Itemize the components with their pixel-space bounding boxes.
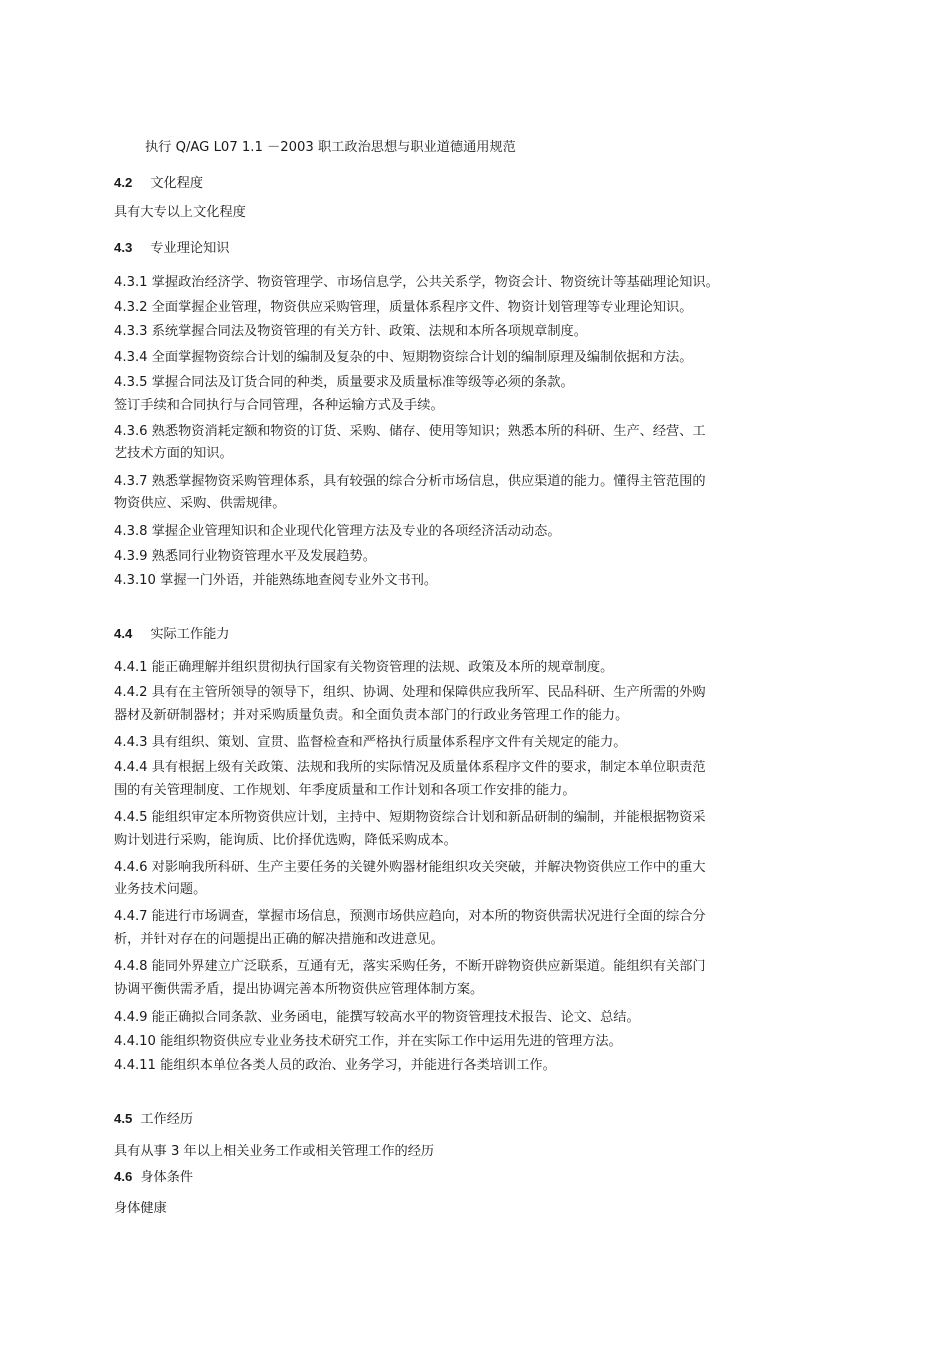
paragraph-line: 艺技术方面的知识。 (114, 446, 233, 461)
paragraph-line: 4.4.7 能进行市场调查，掌握市场信息，预测市场供应趋向，对本所的物资供需状况进行全面的综合分 (114, 909, 706, 924)
section-title: 身体条件 (140, 1170, 194, 1185)
section-title: 文化程度 (150, 176, 204, 191)
paragraph-line: 4.4.1 能正确理解并组织贯彻执行国家有关物资管理的法规、政策及本所的规章制度。 (114, 660, 614, 675)
paragraph-line: 4.4.10 能组织物资供应专业业务技术研究工作，并在实际工作中运用先进的管理方法。 (114, 1034, 622, 1049)
paragraph-line: 4.4.6 对影响我所科研、生产主要任务的关键外购器材能组织攻关突破，并解决物资供应工作中的重大 (114, 860, 706, 875)
section-4-6-heading (114, 1169, 834, 1186)
paragraph-line: 器材及新研制器材；并对采购质量负责。和全面负责本部门的行政业务管理工作的能力。 (114, 708, 629, 723)
section-number: 4.2 (114, 175, 133, 190)
paragraph-line: 4.4.2 具有在主管所领导的领导下，组织、协调、处理和保障供应我所军、民品科研、生产所需的外购 (114, 685, 706, 700)
paragraph-line: 4.3.6 熟悉物资消耗定额和物资的订货、采购、储存、使用等知识；熟悉本所的科研、生产、经营、工 (114, 424, 706, 439)
section-number: 4.4 (114, 626, 133, 641)
section-title: 实际工作能力 (150, 627, 230, 642)
section-number: 4.6 (114, 1169, 133, 1184)
section-title: 专业理论知识 (150, 241, 230, 256)
paragraph-line: 4.3.10 掌握一门外语，并能熟练地查阅专业外文书刊。 (114, 573, 438, 588)
paragraph-line: 4.3.7 熟悉掌握物资采购管理体系，具有较强的综合分析市场信息，供应渠道的能力。懂得主管范围的 (114, 474, 706, 489)
paragraph-line: 4.4.3 具有组织、策划、宣贯、监督检查和严格执行质量体系程序文件有关规定的能力。 (114, 735, 627, 750)
paragraph-line: 4.4.8 能同外界建立广泛联系，互通有无，落实采购任务，不断开辟物资供应新渠道。能组织有关部门 (114, 959, 706, 974)
paragraph-line: 购计划进行采购，能询质、比价择优选购，降低采购成本。 (114, 833, 457, 848)
paragraph-line: 析，并针对存在的问题提出正确的解决措施和改进意见。 (114, 932, 444, 947)
paragraph-line: 签订手续和合同执行与合同管理，各种运输方式及手续。 (114, 398, 444, 413)
section-4-2-body: 具有大专以上文化程度 (114, 205, 246, 220)
section-title: 工作经历 (140, 1112, 194, 1127)
section-number: 4.3 (114, 240, 133, 255)
paragraph-line: 4.4.9 能正确拟合同条款、业务函电，能撰写较高水平的物资管理技术报告、论文、总结。 (114, 1010, 640, 1025)
section-4-6-body: 身体健康 (114, 1201, 167, 1216)
paragraph-line: 4.4.5 能组织审定本所物资供应计划，主持中、短期物资综合计划和新品研制的编制，并能根据物资采 (114, 810, 706, 825)
paragraph-line: 4.4.4 具有根据上级有关政策、法规和我所的实际情况及质量体系程序文件的要求，制定本单位职责范 (114, 760, 706, 775)
paragraph-line: 4.3.2 全面掌握企业管理，物资供应采购管理，质量体系程序文件、物资计划管理等专业理论知识。 (114, 300, 693, 315)
paragraph-line: 围的有关管理制度、工作规划、年季度质量和工作计划和各项工作安排的能力。 (114, 783, 576, 798)
paragraph-line: 物资供应、采购、供需规律。 (114, 496, 286, 511)
paragraph-line: 4.4.11 能组织本单位各类人员的政治、业务学习，并能进行各类培训工作。 (114, 1058, 556, 1073)
paragraph-line: 4.3.1 掌握政治经济学、物资管理学、市场信息学，公共关系学，物资会计、物资统计等基础理论知识。 (114, 275, 719, 290)
paragraph-line: 业务技术问题。 (114, 882, 207, 897)
paragraph-line: 协调平衡供需矛盾，提出协调完善本所物资供应管理体制方案。 (114, 982, 484, 997)
paragraph-line: 4.3.3 系统掌握合同法及物资管理的有关方针、政策、法规和本所各项规章制度。 (114, 324, 587, 339)
section-4-2-heading (114, 175, 834, 192)
paragraph-line: 4.3.5 掌握合同法及订货合同的种类，质量要求及质量标准等级等必须的条款。 (114, 375, 574, 390)
paragraph-line: 4.3.9 熟悉同行业物资管理水平及发展趋势。 (114, 549, 376, 564)
intro-line: 执行 Q/AG L07 1.1 －2003 职工政治思想与职业道德通用规范 (145, 140, 516, 155)
section-4-5-heading (114, 1111, 834, 1128)
paragraph-line: 4.3.4 全面掌握物资综合计划的编制及复杂的中、短期物资综合计划的编制原理及编制依据和方法。 (114, 350, 693, 365)
section-4-3-heading (114, 240, 834, 257)
section-4-4-heading (114, 626, 834, 643)
section-number: 4.5 (114, 1111, 133, 1126)
paragraph-line: 4.3.8 掌握企业管理知识和企业现代化管理方法及专业的各项经济活动动态。 (114, 524, 561, 539)
section-4-5-body: 具有从事 3 年以上相关业务工作或相关管理工作的经历 (114, 1144, 435, 1159)
